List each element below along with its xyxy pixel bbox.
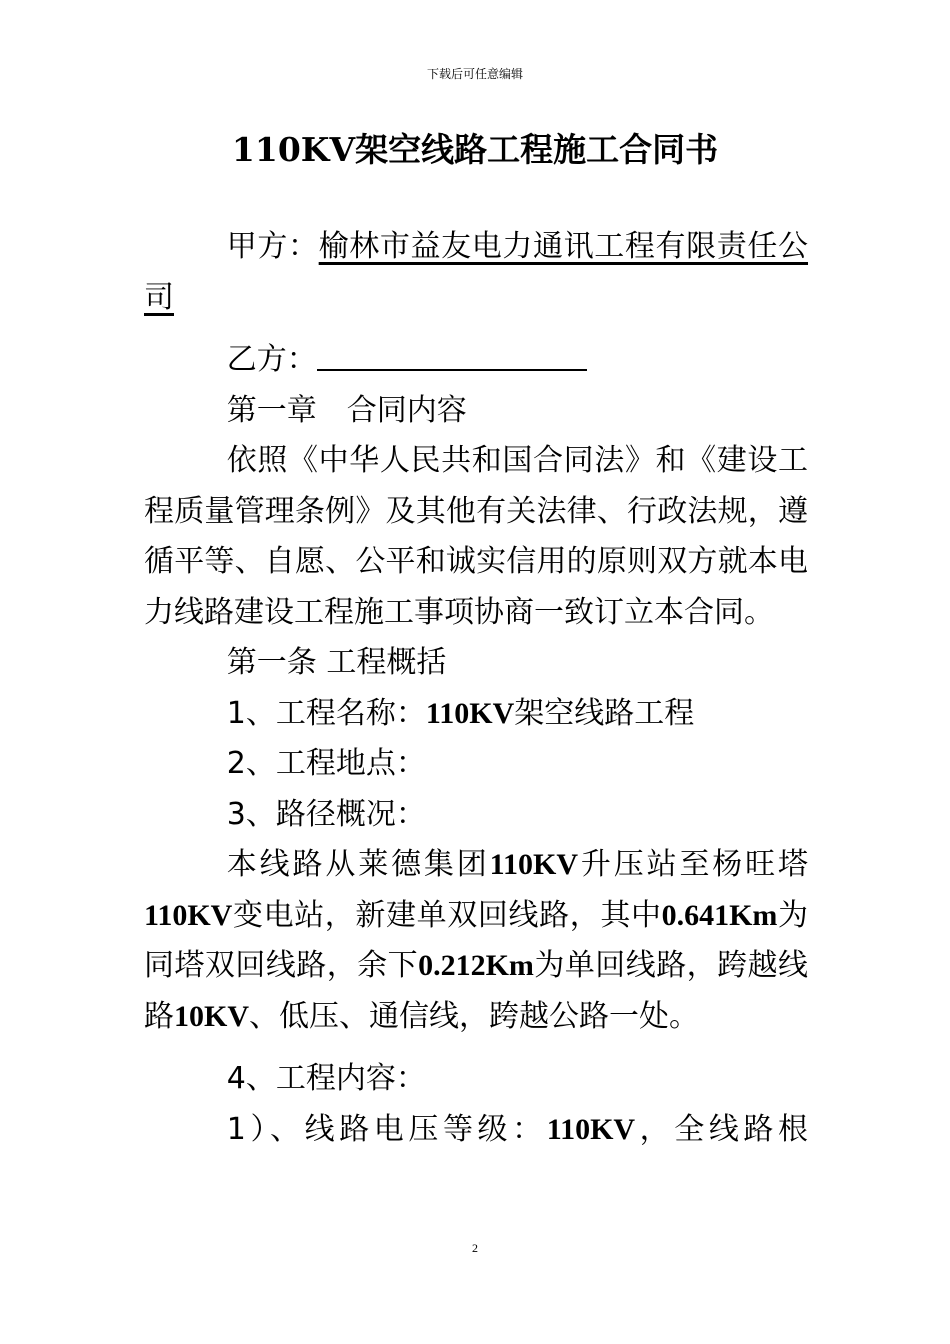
route-text-5: 为单回线路，跨越线路 [144, 948, 809, 1034]
route-text-4: 为同塔双回线路，余下 [144, 897, 809, 983]
item4-1-prefix: 1）、线路电压等级： [226, 1111, 547, 1147]
route-text-1: 本线路从莱德集团 [226, 847, 490, 882]
route-text-6: 、低压、通信线，跨越公路一处。 [249, 998, 699, 1034]
route-bold-3: 0.641Km [661, 898, 778, 932]
route-paragraph [144, 840, 808, 1042]
route-text-3: 变电站，新建单双回线路，其中 [232, 897, 662, 933]
item-project-name [144, 689, 808, 740]
party-a-label: 甲方： [226, 229, 319, 264]
item-project-location: 2、工程地点： [226, 746, 426, 781]
item4-1-suffix: ，全线路根 [635, 1111, 808, 1147]
item-project-content: 4、工程内容： [226, 1061, 426, 1096]
route-bold-4: 0.212Km [418, 949, 534, 982]
item1-prefix: 1、工程名称： [226, 695, 426, 731]
route-bold-1: 110KV [489, 848, 579, 881]
item1-voltage: 110KV [425, 696, 515, 730]
page-number: 2 [472, 1241, 478, 1255]
party-b-blank [317, 339, 587, 371]
item-voltage-level [144, 1105, 808, 1156]
chapter-heading: 第一章 合同内容 [226, 392, 467, 428]
intro-paragraph: 依照《中华人民共和国合同法》和《建设工程质量管理条例》及其他有关法律、行政法规，遵循平等、自愿、公平和诚实信用的原则双方就本电力线路建设工程施工事项协商一致订立本合同。 [144, 443, 808, 630]
document-title: 110KV架空线路工程施工合同书 [231, 130, 719, 169]
article-heading: 第一条 工程概括 [226, 645, 447, 680]
item1-suffix: 架空线路工程 [514, 695, 695, 731]
header-note: 下载后可任意编辑 [426, 67, 523, 81]
party-a-line [144, 222, 808, 323]
document-body [144, 222, 808, 1155]
item-route-overview: 3、路径概况： [226, 796, 426, 832]
item4-1-voltage: 110KV [546, 1112, 636, 1146]
route-bold-5: 10KV [174, 999, 249, 1033]
route-bold-2: 110KV [144, 898, 233, 932]
party-b-label: 乙方： [226, 342, 317, 377]
party-b-line [144, 335, 808, 386]
route-text-2: 升压站至杨旺塔 [578, 847, 809, 882]
party-a-name: 榆林市益友电力通讯工程有限责任公司 [144, 229, 809, 315]
